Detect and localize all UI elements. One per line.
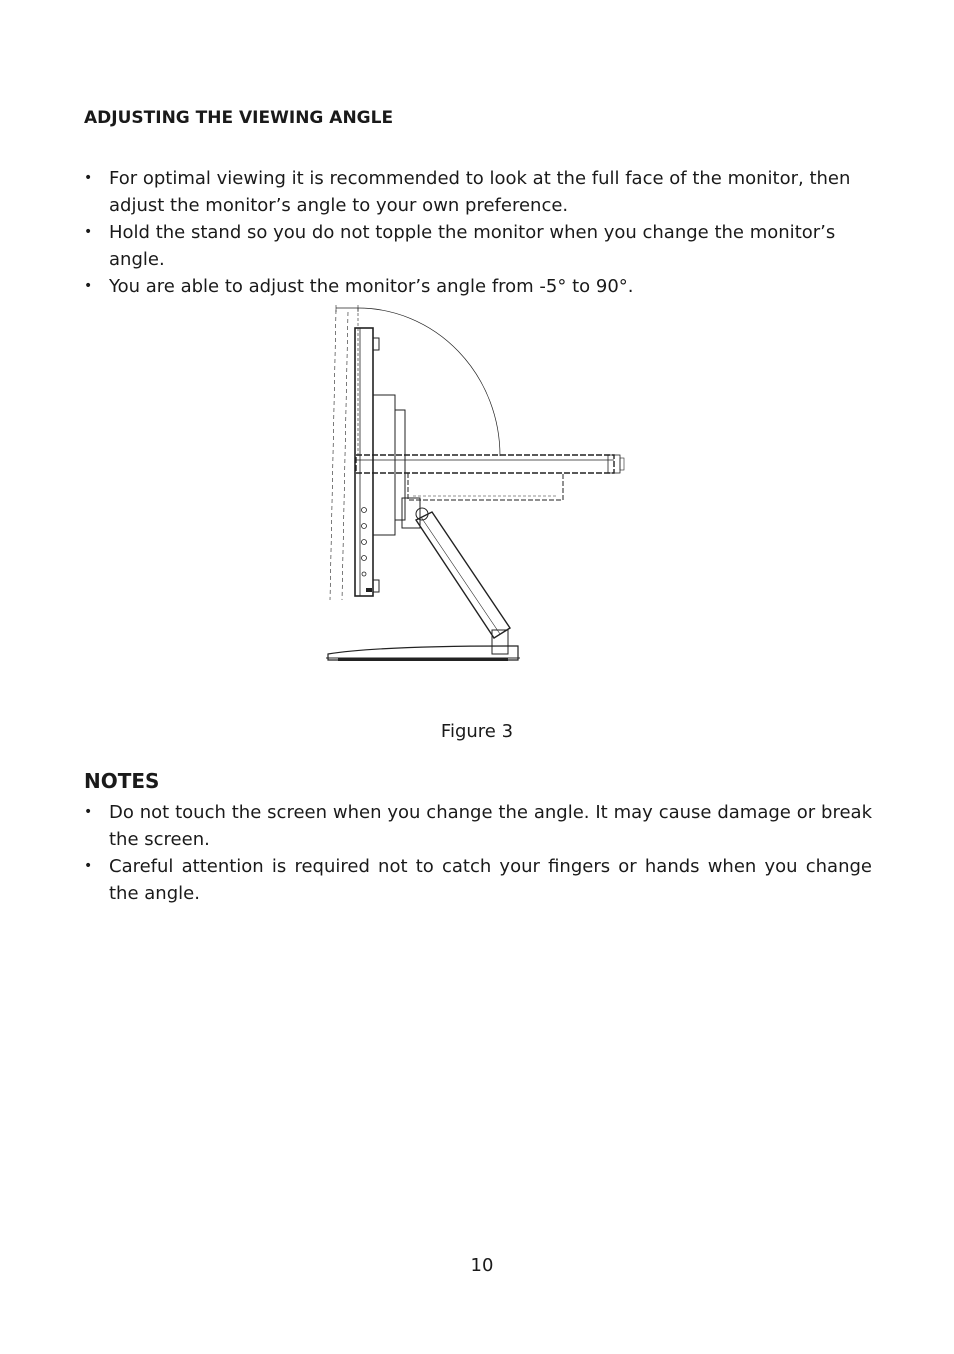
- intro-bullet-list: [84, 165, 872, 300]
- section-heading: ADJUSTING THE VIEWING ANGLE: [84, 108, 394, 128]
- monitor-angle-figure: [318, 300, 628, 670]
- notes-bullet-list: [84, 799, 872, 907]
- notes-heading: NOTES: [84, 769, 160, 793]
- bullet-icon: •: [84, 170, 93, 186]
- bullet-icon: •: [84, 804, 93, 820]
- list-item-text: Do not touch the screen when you change the angle. It may cause damage or break the screen.: [109, 802, 872, 850]
- list-item-text: Careful attention is required not to catch your fingers or hands when you change the angle.: [109, 856, 872, 904]
- page-number: 10: [470, 1255, 494, 1276]
- bullet-icon: •: [84, 278, 93, 294]
- list-item: [84, 799, 872, 853]
- monitor-angle-diagram: [318, 300, 628, 670]
- bullet-icon: •: [84, 224, 93, 240]
- list-item: [84, 165, 872, 219]
- list-item-text: You are able to adjust the monitor’s angle from -5° to 90°.: [109, 276, 634, 297]
- list-item-text: For optimal viewing it is recommended to look at the full face of the monitor, then adjust the monitor’s angle to your own preference.: [109, 168, 851, 216]
- list-item: [84, 853, 872, 907]
- list-item-text: Hold the stand so you do not topple the monitor when you change the monitor’s angle.: [109, 222, 836, 270]
- list-item: [84, 219, 872, 273]
- figure-caption: Figure 3: [440, 721, 514, 742]
- bullet-icon: •: [84, 858, 93, 874]
- list-item: [84, 273, 872, 300]
